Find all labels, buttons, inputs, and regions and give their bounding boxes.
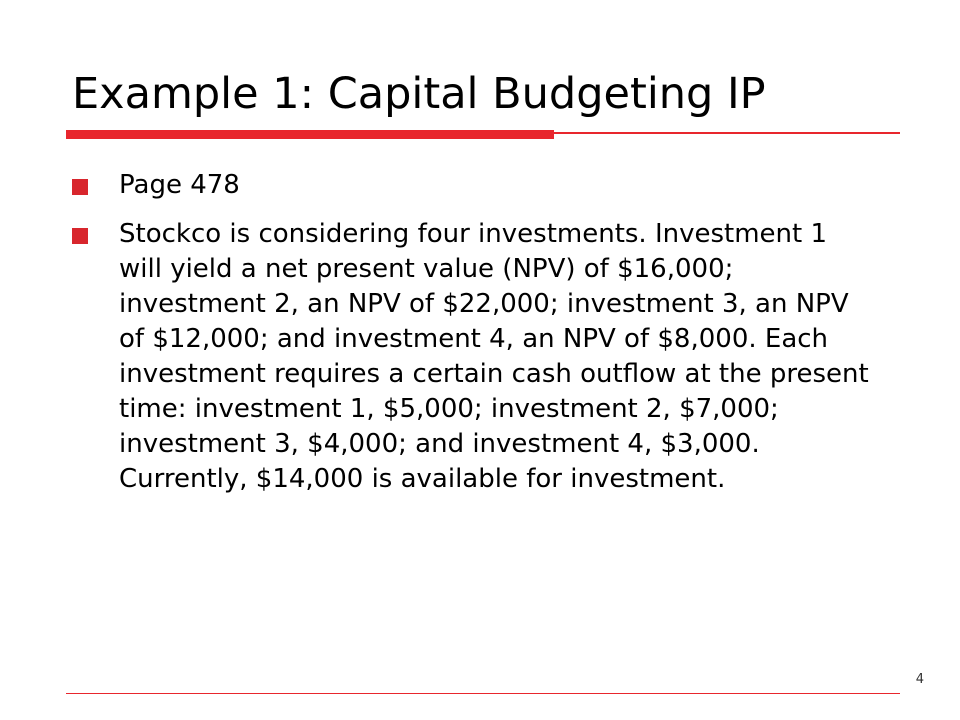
footer-divider [66, 693, 900, 694]
bullet-list [72, 168, 902, 511]
bullet-square-icon [72, 179, 88, 195]
page-number: 4 [915, 672, 924, 687]
title-underline-thin [554, 132, 900, 134]
bullet-text: Stockco is considering four investments. Investment 1 will yield a net present value (NPV) of $16,000; investment 2, an NPV of $22,000; investment 3, an NPV of $12,000; and investment 4, an NPV of $8,000. Each investment requires a certain cash outflow at the present time: investment 1, $5,000; investment 2, $7,000; investment 3, $4,000; and investment 4, $3,000. Currently, $14,000 is available for investment. [119, 219, 869, 494]
bullet-square-icon [72, 228, 88, 244]
slide-title: Example 1: Capital Budgeting IP [72, 69, 766, 119]
bullet-text: Page 478 [119, 170, 240, 200]
bullet-item [72, 168, 902, 203]
bullet-item [72, 217, 902, 497]
title-underline-thick [66, 130, 554, 139]
